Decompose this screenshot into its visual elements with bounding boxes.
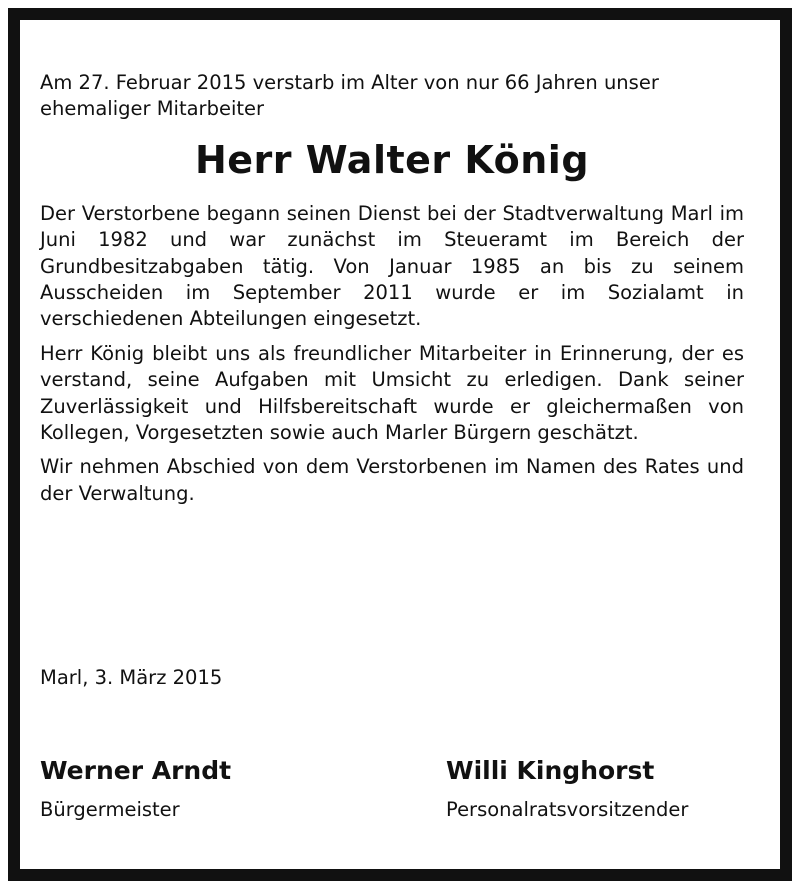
paragraph-career: Der Verstorbene begann seinen Dienst bei der Stadtverwaltung Marl im Juni 1982 und war zunächst im Steueramt im Bereich der Grundbesitzabgaben tätig. Von Januar 1985 an bis zu seinem Ausscheiden im September 2011 wurde er im Sozialamt in verschiedenen Abteilungen eingesetzt. <box>40 201 744 331</box>
signatory-title: Personalratsvorsitzender <box>446 798 689 821</box>
signatory-title: Bürgermeister <box>40 798 180 821</box>
intro-text: Am 27. Februar 2015 verstarb im Alter von nur 66 Jahren unser ehemaliger Mitarbeiter <box>40 71 659 121</box>
signatory-name: Werner Arndt <box>40 756 232 785</box>
deceased-name: Herr Walter König <box>194 137 590 182</box>
obituary-content <box>40 70 744 515</box>
signatory-mayor <box>40 755 231 823</box>
signatory-name: Willi Kinghorst <box>446 756 655 785</box>
signatory-council-chair <box>446 755 688 823</box>
paragraph-farewell: Wir nehmen Abschied von dem Verstorbenen im Namen des Rates und der Verwaltung. <box>40 455 744 505</box>
place-date: Marl, 3. März 2015 <box>40 666 223 689</box>
paragraph-remembrance: Herr König bleibt uns als freundlicher Mitarbeiter in Erinnerung, der es verstand, seine Aufgaben mit Umsicht zu erledigen. Dank seiner Zuverlässigkeit und Hilfsbereitschaft wurde er gleichermaßen von Kollegen, Vorgesetzten sowie auch Marler Bürgern geschätzt. <box>40 341 744 445</box>
